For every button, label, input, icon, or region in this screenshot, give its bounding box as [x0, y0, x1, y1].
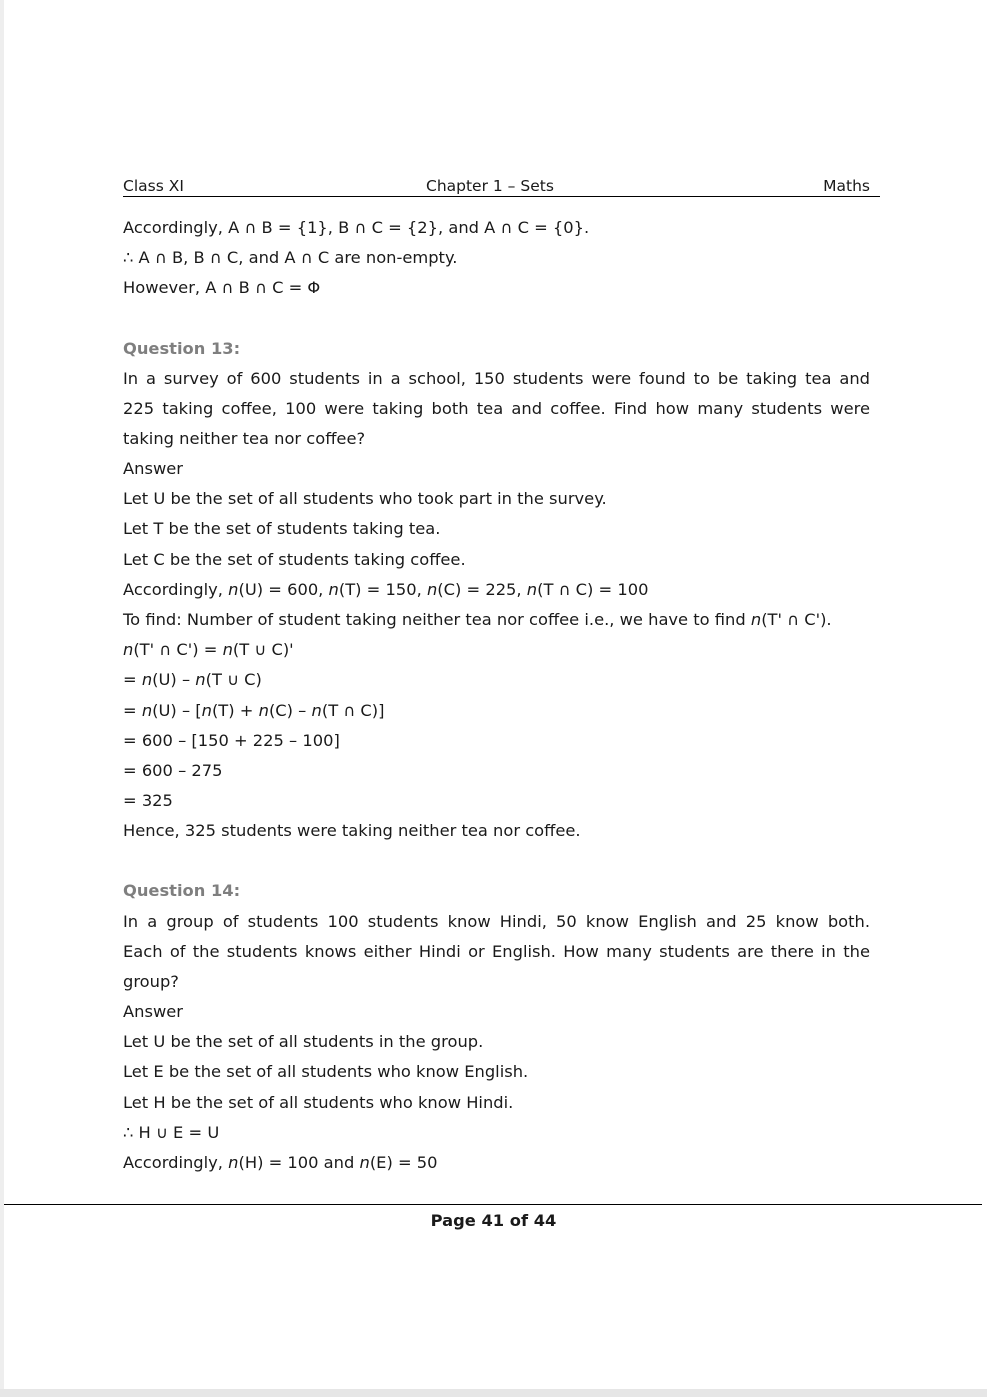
question-14-title: Question 14: [123, 881, 241, 900]
answer-13-line-4: Accordingly, n(U) = 600, n(T) = 150, n(C) = 225, n(T ∩ C) = 100 [123, 580, 649, 599]
answer-13-line-7: = n(U) – n(T ∪ C) [123, 670, 262, 689]
answer-13-line-11: = 325 [123, 791, 173, 810]
question-13-text-2: 225 taking coffee, 100 were taking both tea and coffee. Find how many students were [123, 399, 870, 418]
question-14-text-3: group? [123, 972, 179, 991]
footer-divider [4, 1204, 982, 1205]
page-header [123, 176, 880, 197]
question-13-title: Question 13: [123, 339, 241, 358]
answer-14-line-2: Let E be the set of all students who know English. [123, 1062, 529, 1081]
answer-13-line-6: n(T' ∩ C') = n(T ∪ C)' [123, 640, 294, 659]
header-class: Class XI [123, 177, 184, 195]
answer-14-line-5: Accordingly, n(H) = 100 and n(E) = 50 [123, 1153, 438, 1172]
intro-line-1: Accordingly, A ∩ B = {1}, B ∩ C = {2}, and A ∩ C = {0}. [123, 218, 590, 237]
answer-13-line-2: Let T be the set of students taking tea. [123, 519, 441, 538]
header-subject: Maths [823, 177, 870, 195]
answer-13-line-12: Hence, 325 students were taking neither tea nor coffee. [123, 821, 581, 840]
question-13-answer-label: Answer [123, 459, 183, 478]
question-14-answer-label: Answer [123, 1002, 183, 1021]
answer-13-line-10: = 600 – 275 [123, 761, 223, 780]
answer-13-line-1: Let U be the set of all students who took part in the survey. [123, 489, 607, 508]
question-13-text-1: In a survey of 600 students in a school, 150 students were found to be taking tea and [123, 369, 870, 388]
answer-13-line-3: Let C be the set of students taking coffee. [123, 550, 466, 569]
answer-14-line-3: Let H be the set of all students who know Hindi. [123, 1093, 514, 1112]
answer-14-line-1: Let U be the set of all students in the group. [123, 1032, 484, 1051]
answer-13-line-5: To find: Number of student taking neither tea nor coffee i.e., we have to find n(T' ∩ C'). [123, 610, 832, 629]
question-14-text-2: Each of the students knows either Hindi or English. How many students are there in the [123, 942, 870, 961]
header-chapter: Chapter 1 – Sets [426, 177, 554, 195]
question-14-text-1: In a group of students 100 students know Hindi, 50 know English and 25 know both. [123, 912, 870, 931]
page-bottom-edge [0, 1389, 987, 1397]
intro-line-3: However, A ∩ B ∩ C = Φ [123, 278, 321, 297]
intro-line-2: ∴ A ∩ B, B ∩ C, and A ∩ C are non-empty. [123, 248, 458, 267]
question-13-text-3: taking neither tea nor coffee? [123, 429, 366, 448]
answer-14-line-4: ∴ H ∪ E = U [123, 1123, 220, 1142]
page-left-edge [0, 0, 4, 1397]
answer-13-line-8: = n(U) – [n(T) + n(C) – n(T ∩ C)] [123, 701, 385, 720]
page-number: Page 41 of 44 [430, 1211, 557, 1230]
answer-13-line-9: = 600 – [150 + 225 – 100] [123, 731, 340, 750]
